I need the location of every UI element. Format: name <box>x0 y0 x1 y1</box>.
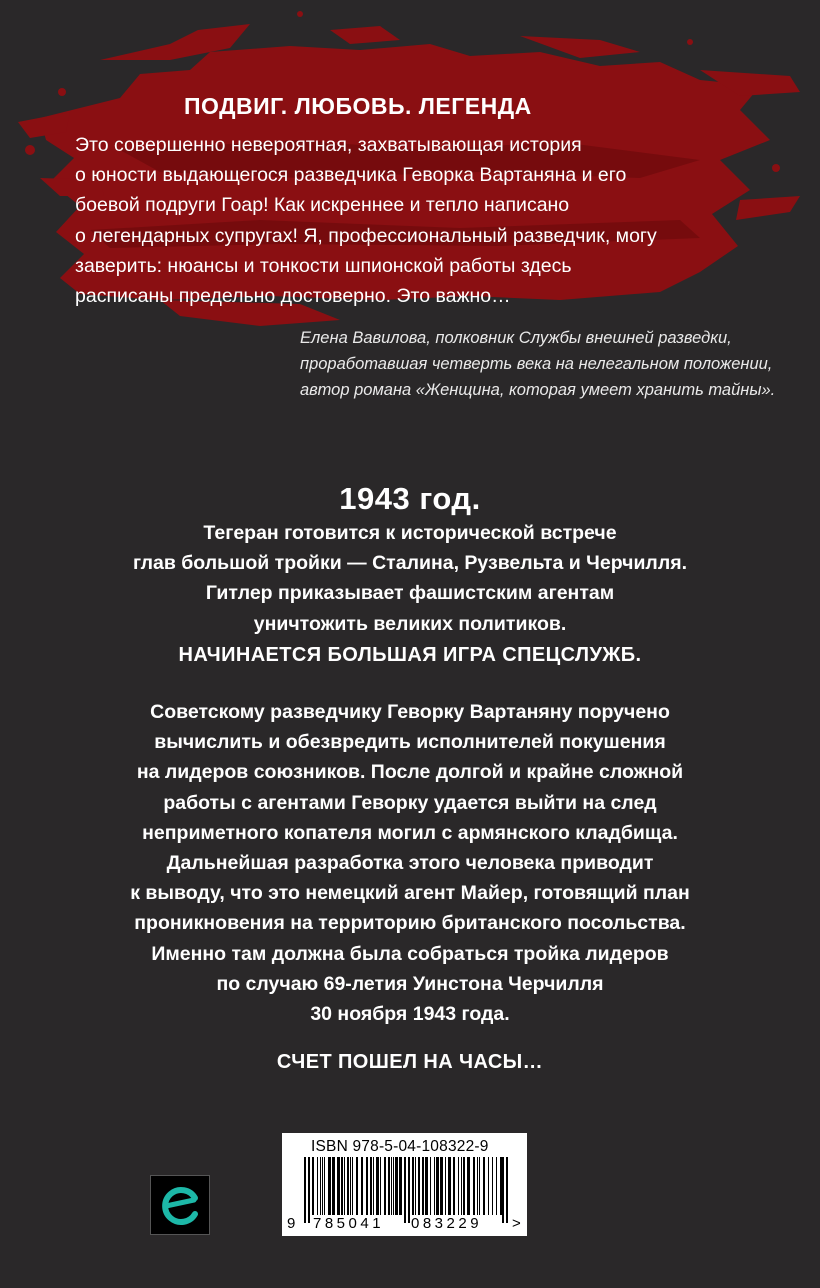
barcode-bar <box>440 1157 443 1215</box>
barcode-digits <box>282 1213 527 1235</box>
barcode-bar <box>337 1157 340 1215</box>
barcode-bar <box>356 1157 358 1215</box>
barcode-bar <box>436 1157 439 1215</box>
barcode-bar <box>320 1157 321 1215</box>
barcode-bar <box>412 1157 414 1215</box>
plot-line: на лидеров союзников. После долгой и крайне сложной <box>136 761 684 784</box>
barcode-bar <box>344 1157 345 1215</box>
attribution-line: проработавшая четверть века на нелегальном положении, <box>300 355 773 373</box>
barcode-bar <box>496 1157 497 1215</box>
barcode-digits-left: 785041 <box>313 1215 385 1232</box>
plot-line: Дальнейшая разработка этого человека приводит <box>166 852 654 875</box>
publisher-e-logo-icon <box>151 1176 209 1234</box>
barcode-bar <box>425 1157 428 1215</box>
barcode-end-mark: > <box>512 1215 521 1232</box>
plot-line: неприметного копателя могил с армянского кладбища. <box>142 821 678 844</box>
intro-line: уничтожить великих политиков. <box>253 612 567 635</box>
barcode-bar <box>430 1157 431 1215</box>
barcode-bar <box>341 1157 343 1215</box>
barcode-bar <box>380 1157 381 1215</box>
barcode-bar <box>312 1157 314 1215</box>
barcode-bar <box>418 1157 420 1215</box>
barcode-bar <box>350 1157 351 1215</box>
quote-attribution <box>300 325 776 403</box>
barcode-bar <box>370 1157 372 1215</box>
barcode-bar <box>373 1157 374 1215</box>
barcode-bar <box>422 1157 424 1215</box>
big-game-heading: НАЧИНАЕТСЯ БОЛЬШАЯ ИГРА СПЕЦСЛУЖБ. <box>178 644 642 666</box>
barcode-bar <box>492 1157 493 1215</box>
barcode-bar <box>395 1157 398 1215</box>
plot-line: к выводу, что это немецкий агент Майер, готовящий план <box>130 882 690 905</box>
quote-line: боевой подруги Гоар! Как искреннее и тепло написано <box>75 194 570 217</box>
barcode-bar <box>458 1157 459 1215</box>
barcode-bar <box>477 1157 478 1215</box>
intro-paragraph <box>0 518 820 639</box>
intro-line: глав большой тройки — Сталина, Рузвельта и Черчилля. <box>132 552 688 575</box>
quote-line: Это совершенно невероятная, захватывающая история <box>75 134 582 156</box>
barcode-bar <box>479 1157 480 1215</box>
barcode-bar <box>399 1157 402 1215</box>
isbn-label: ISBN 978-5-04-108322-9 <box>311 1138 489 1155</box>
barcode-bar <box>473 1157 475 1215</box>
barcode-bar <box>361 1157 363 1215</box>
plot-paragraph <box>0 697 820 1029</box>
plot-line: проникновения на территорию британского посольства. <box>134 912 686 935</box>
barcode-bar <box>376 1157 379 1215</box>
quote-line: заверить: нюансы и тонкости шпионской работы здесь <box>75 254 572 277</box>
intro-line: Гитлер приказывает фашистским агентам <box>205 582 615 605</box>
barcode-bar <box>391 1157 392 1215</box>
tagline: ПОДВИГ. ЛЮБОВЬ. ЛЕГЕНДА <box>184 93 532 119</box>
barcode-bar <box>317 1157 318 1215</box>
barcode-bar <box>324 1157 325 1215</box>
barcode-digit-first: 9 <box>287 1215 296 1232</box>
isbn-barcode <box>282 1133 527 1236</box>
barcode-bar <box>461 1157 462 1215</box>
barcode-bar <box>393 1157 394 1215</box>
quote-line: расписаны предельно достоверно. Это важно… <box>75 285 511 308</box>
barcode-bar <box>463 1157 465 1215</box>
plot-line: работы с агентами Геворку удается выйти на след <box>163 791 657 814</box>
attribution-line: автор романа «Женщина, которая умеет хранить тайны». <box>300 381 776 399</box>
barcode-bar <box>467 1157 470 1215</box>
countdown-heading: СЧЕТ ПОШЕЛ НА ЧАСЫ… <box>276 1051 544 1073</box>
attribution-line: Елена Вавилова, полковник Службы внешней разведки, <box>300 329 732 347</box>
plot-line: Именно там должна была собраться тройка лидеров <box>151 942 669 965</box>
barcode-bar <box>384 1157 386 1215</box>
barcode-bar <box>488 1157 489 1215</box>
barcode-bar <box>332 1157 335 1215</box>
barcode-bar <box>388 1157 390 1215</box>
plot-line: вычислить и обезвредить исполнителей покушения <box>154 731 666 754</box>
barcode-bar <box>322 1157 323 1215</box>
intro-line: Тегеран готовится к исторической встрече <box>203 522 617 544</box>
plot-line: 30 ноября 1943 года. <box>310 1003 510 1026</box>
barcode-bar <box>445 1157 446 1215</box>
plot-line: по случаю 69-летия Уинстона Черчилля <box>216 972 604 995</box>
barcode-bar <box>448 1157 451 1215</box>
barcode-bar <box>328 1157 331 1215</box>
barcode-bar <box>453 1157 455 1215</box>
barcode-bar <box>434 1157 435 1215</box>
barcode-bar <box>483 1157 485 1215</box>
barcode-bar <box>415 1157 416 1215</box>
barcode-bar <box>347 1157 349 1215</box>
barcode-bar <box>366 1157 368 1215</box>
plot-line: Советскому разведчику Геворку Вартаняну поручено <box>150 701 670 723</box>
year-heading: 1943 год. <box>339 481 481 516</box>
quote-line: о легендарных супругах! Я, профессиональный разведчик, могу <box>75 224 657 247</box>
publisher-logo <box>150 1175 210 1235</box>
review-quote <box>75 130 755 311</box>
barcode-bar <box>352 1157 353 1215</box>
quote-line: о юности выдающегося разведчика Геворка Вартаняна и его <box>75 164 627 187</box>
barcode-digits-right: 083229 <box>411 1215 483 1232</box>
